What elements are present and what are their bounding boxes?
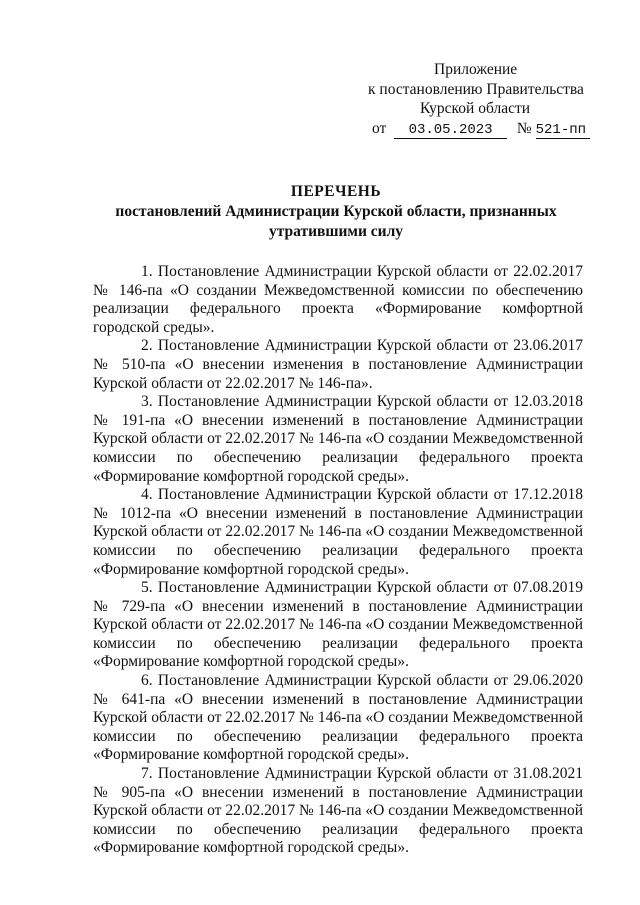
list-item: 3. Постановление Администрации Курской области от 12.03.2018 № 191-па «О внесении изменений в постановление Администрации Курской области от 22.02.2017 № 146-па «О создании Межведомственной комиссии по обеспечению реализации федерального проекта «Формирование комфортной городской среды». xyxy=(93,393,583,485)
list-item: 4. Постановление Администрации Курской области от 17.12.2018 № 1012-па «О внесении изменений в постановление Администрации Курской области от 22.02.2017 № 146-па «О создании Межведомственной комиссии по обеспечению реализации федерального проекта «Формирование комфортной городской среды». xyxy=(93,486,583,578)
document-date: 03.05.2023 xyxy=(394,122,507,139)
list-item: 6. Постановление Администрации Курской области от 29.06.2020 № 641-па «О внесении изменений в постановление Администрации Курской области от 22.02.2017 № 146-па «О создании Межведомственной комиссии по обеспечению реализации федерального проекта «Формирование комфортной городской среды». xyxy=(93,672,583,764)
appendix-title: Приложение xyxy=(434,61,518,78)
appendix-date-number-line xyxy=(360,119,590,139)
list-item: 2. Постановление Администрации Курской области от 23.06.2017 № 510-па «О внесении изменения в постановление Администрации Курской области от 22.02.2017 № 146-па». xyxy=(93,337,583,392)
appendix-region: Курской области xyxy=(420,100,531,117)
appendix-header xyxy=(360,60,590,139)
resolutions-list xyxy=(93,263,583,858)
list-item: 5. Постановление Администрации Курской области от 07.08.2019 № 729-па «О внесении изменений в постановление Администрации Курской области от 22.02.2017 № 146-па «О создании Межведомственной комиссии по обеспечению реализации федерального проекта «Формирование комфортной городской среды». xyxy=(93,579,583,671)
appendix-reference: к постановлению Правительства xyxy=(368,80,584,98)
from-label: от xyxy=(372,119,387,137)
number-label: № xyxy=(516,119,532,137)
title-heading: ПЕРЕЧЕНЬ xyxy=(290,183,382,200)
document-number: 521-пп xyxy=(536,122,590,139)
list-item: 7. Постановление Администрации Курской области от 31.08.2021 № 905-па «О внесении изменений в постановление Администрации Курской области от 22.02.2017 № 146-па «О создании Межведомственной комиссии по обеспечению реализации федерального проекта «Формирование комфортной городской среды». xyxy=(93,765,583,857)
title-subheading: постановлений Администрации Курской области, признанных утратившими силу xyxy=(115,203,557,240)
list-item: 1. Постановление Администрации Курской области от 22.02.2017 № 146-па «О создании Межведомственной комиссии по обеспечению реализации федерального проекта «Формирование комфортной городской среды». xyxy=(93,263,583,336)
document-title xyxy=(90,182,582,242)
